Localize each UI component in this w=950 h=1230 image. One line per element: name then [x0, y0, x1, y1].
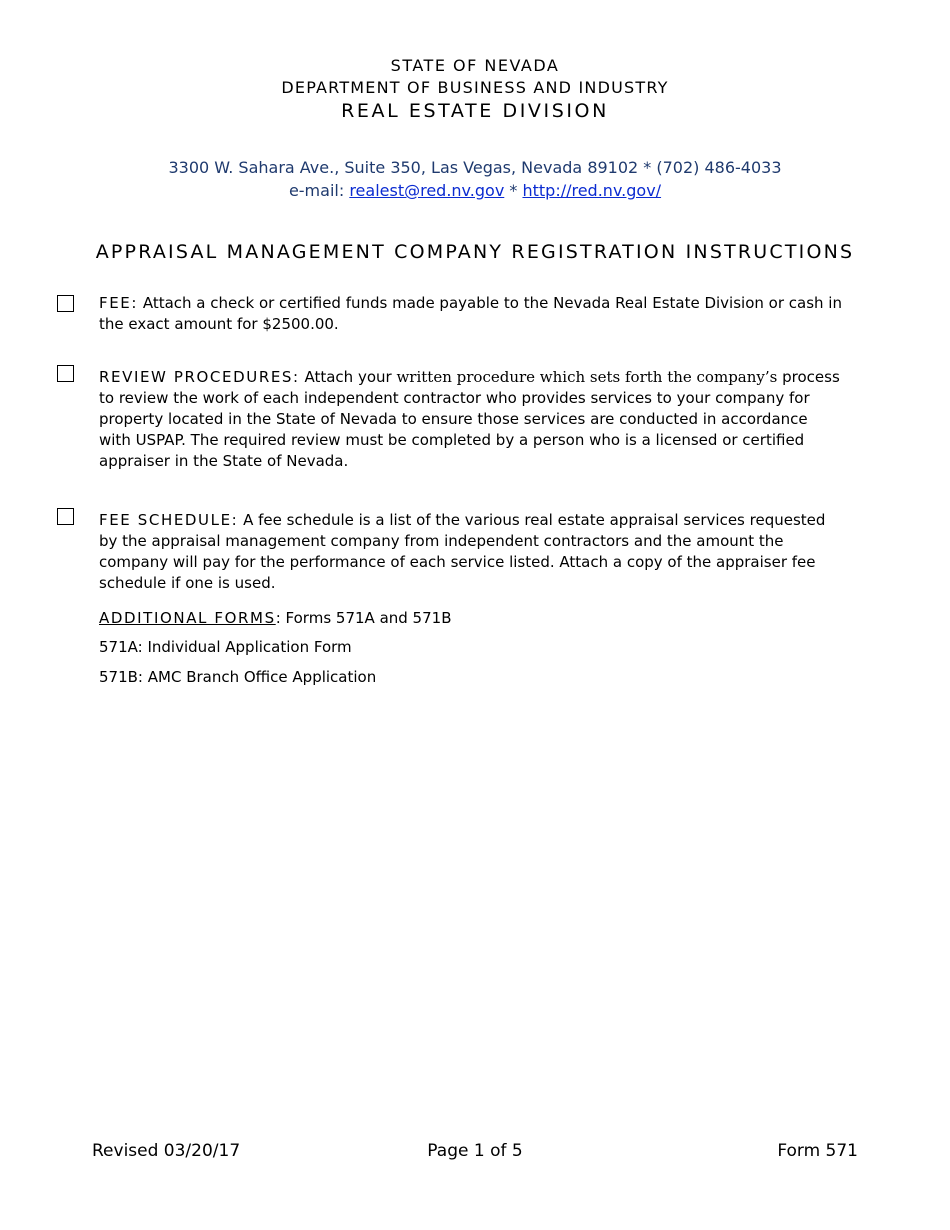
fee-text: Attach a check or certified funds made payable to the Nevada Real Estate Division or cash in the exact amount for $2500.00.	[99, 294, 842, 333]
review-procedures-text-c: process to review the work of each independent contractor who provides services to your company for property located in the State of Nevada to ensure those services are conducted in accordance with USPAP. The required review must be completed by a person who is a licensed or certified appraiser in the State of Nevada.	[99, 368, 840, 470]
address-line: 3300 W. Sahara Ave., Suite 350, Las Vegas, Nevada 89102 * (702) 486-4033	[168, 158, 782, 177]
additional-forms-heading	[99, 609, 451, 627]
review-procedures-text-b: written procedure which sets forth the company’s	[396, 368, 778, 386]
form-number: Form 571	[777, 1141, 858, 1161]
email-label: e-mail:	[288, 181, 345, 200]
fee-item	[99, 293, 844, 335]
contact-separator: *	[509, 181, 518, 200]
review-procedures-item	[99, 367, 844, 472]
form-571a-line: 571A: Individual Application Form	[99, 638, 352, 656]
contact-line	[0, 181, 950, 200]
fee-schedule-label: FEE SCHEDULE:	[99, 511, 239, 529]
review-procedures-label: REVIEW PROCEDURES:	[99, 368, 300, 386]
email-link[interactable]: realest@red.nv.gov	[349, 181, 505, 200]
fee-label: FEE:	[99, 294, 139, 312]
review-procedures-checkbox[interactable]	[57, 365, 74, 382]
department-heading: DEPARTMENT OF BUSINESS AND INDUSTRY	[281, 78, 669, 97]
revised-date: Revised 03/20/17	[92, 1141, 241, 1161]
state-heading: STATE OF NEVADA	[390, 56, 560, 75]
page-title: APPRAISAL MANAGEMENT COMPANY REGISTRATION INSTRUCTIONS	[95, 241, 855, 263]
division-heading: REAL ESTATE DIVISION	[341, 100, 609, 122]
fee-checkbox[interactable]	[57, 295, 74, 312]
review-procedures-text-a: Attach your	[304, 368, 392, 386]
additional-forms-label: ADDITIONAL FORMS	[99, 609, 276, 627]
additional-forms-text: : Forms 571A and 571B	[275, 609, 452, 627]
fee-schedule-checkbox[interactable]	[57, 508, 74, 525]
form-571b-line: 571B: AMC Branch Office Application	[99, 668, 377, 686]
fee-schedule-text: A fee schedule is a list of the various real estate appraisal services requested by the appraisal management company from independent contractors and the amount the company will pay for the performance of each service listed. Attach a copy of the appraiser fee schedule if one is used.	[99, 511, 826, 592]
page-number: Page 1 of 5	[427, 1141, 523, 1161]
website-link[interactable]: http://red.nv.gov/	[522, 181, 662, 200]
fee-schedule-item	[99, 510, 844, 594]
